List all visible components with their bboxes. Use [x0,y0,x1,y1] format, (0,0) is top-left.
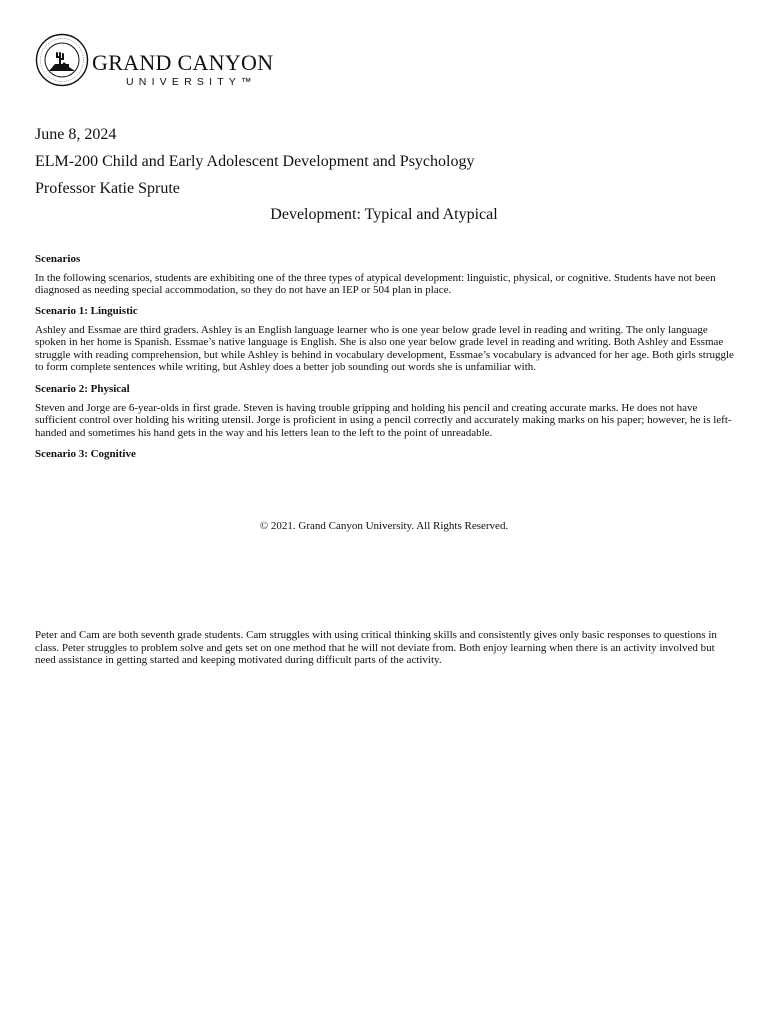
scenario-1-section [35,305,735,374]
professor-name: Professor Katie Sprute [35,180,180,197]
scenario-3-body: Peter and Cam are both seventh grade students. Cam struggles with using critical thinking skills and consistently gives only basic responses to questions in class. Peter struggles to problem solve and gets set on one method that he will not deviate from. Both enjoy learning when there is an activity involved but need assistance in getting started and keeping motivated during difficult parts of the activity. [35,629,717,667]
scenario-2-section [35,383,735,439]
scenario-1-heading: Scenario 1: Linguistic [35,305,138,317]
university-logo [35,33,275,93]
scenario-1-body: Ashley and Essmae are third graders. Ashley is an English language learner who is one year below grade level in reading and writing. The only language spoken in her home is Spanish. Essmae’s native language is English. She is also one year below grade level in reading and writing. Both Ashley and Essmae struggle with reading comprehension, but while Ashley is behind in vocabulary development, Essmae’s vocabulary is advanced for her age. Both girls struggle to form complete sentences while writing, but Ashley does a better job sounding out words she is unfamiliar with. [35,323,734,374]
scenarios-heading: Scenarios [35,253,81,265]
university-subname: UNIVERSITY™ [126,76,257,88]
scenario-2-heading: Scenario 2: Physical [35,383,130,395]
scenario-2-body: Steven and Jorge are 6-year-olds in first grade. Steven is having trouble gripping and holding his pencil and creating accurate marks. He does not have sufficient control over holding his writing utensil. Jorge is proficient in using a pencil correctly and accurately making marks on his paper; however, he is left-handed and sometimes his hand gets in the way and his letters lean to the left to the point of unreadable. [35,401,732,439]
scenario-3-heading-block [35,448,735,461]
document-title: Development: Typical and Atypical [270,206,498,223]
document-date: June 8, 2024 [35,126,117,143]
copyright-footer: © 2021. Grand Canyon University. All Rights Reserved. [259,520,509,532]
scenarios-body: In the following scenarios, students are exhibiting one of the three types of atypical development: linguistic, physical, or cognitive. Students have not been diagnosed as needing special accommodation, so they do not have an IEP or 504 plan in place. [35,271,716,297]
university-seal-icon [35,33,89,87]
university-name: GRAND CANYON [92,50,274,75]
scenarios-section [35,253,735,297]
course-title: ELM-200 Child and Early Adolescent Development and Psychology [35,153,475,170]
scenario-3-heading: Scenario 3: Cognitive [35,448,136,460]
